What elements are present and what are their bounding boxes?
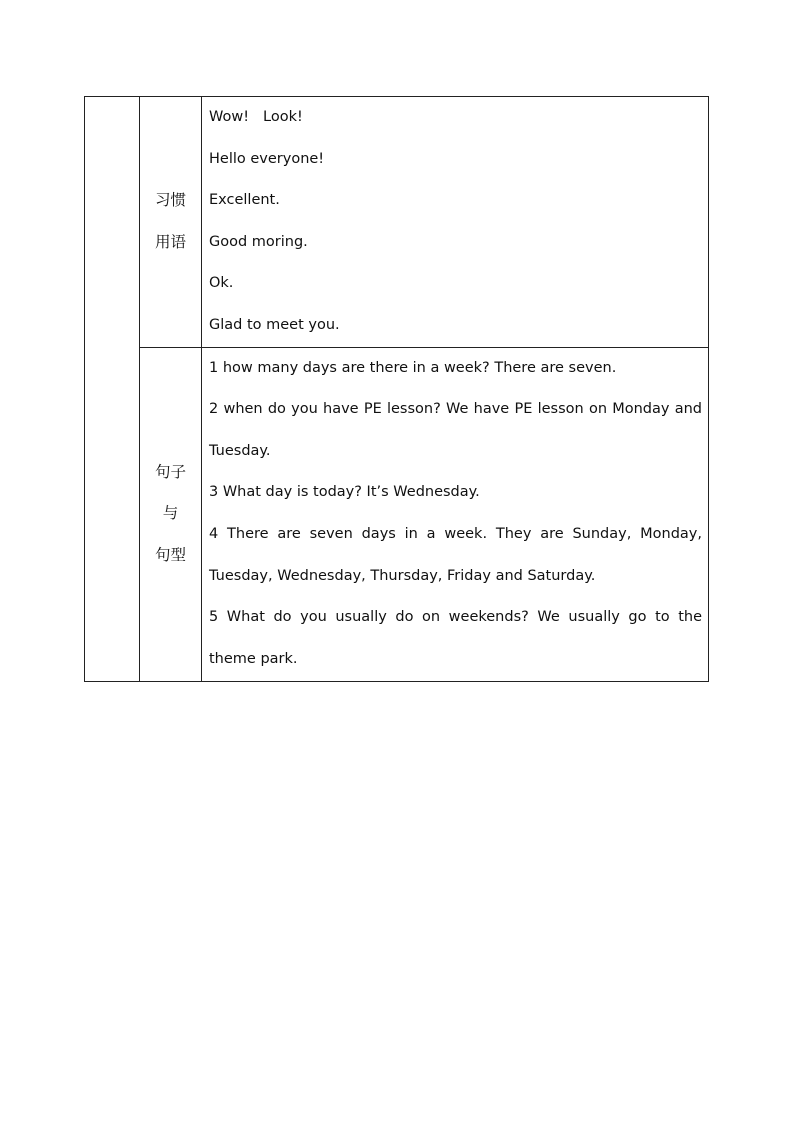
expression-line: Ok. (209, 275, 234, 292)
table-row-habitual (85, 97, 709, 348)
expression-line: Hello everyone! (209, 150, 325, 167)
lesson-table (84, 96, 709, 682)
sentence-item: 2 when do you have PE lesson? We have PE lesson on Monday and Tuesday. (209, 401, 702, 459)
empty-left-cell (85, 97, 140, 682)
expression-text: Wow! (209, 109, 250, 125)
label-line: 用语 (154, 232, 186, 251)
expression-line (209, 97, 702, 139)
sentence-item: 4 There are seven days in a week. They are Sunday, Monday, Tuesday, Wednesday, Thursday, Friday and Saturday. (209, 526, 702, 584)
sentences-content (202, 347, 709, 681)
expression-line: Good moring. (209, 233, 308, 250)
sentence-item: 5 What do you usually do on weekends? We usually go to the theme park. (209, 609, 702, 667)
label-line: 习惯 (154, 191, 186, 210)
sentence-item: 1 how many days are there in a week? There are seven. (209, 359, 617, 376)
label-line: 与 (162, 504, 179, 523)
table-row-sentences (85, 347, 709, 681)
sentence-item: 3 What day is today? It’s Wednesday. (209, 484, 480, 501)
label-line: 句子 (154, 462, 186, 481)
expression-text: Look! (263, 109, 303, 125)
habitual-expressions-label (140, 97, 202, 348)
habitual-expressions-content (202, 97, 709, 348)
sentences-label (140, 347, 202, 681)
label-line: 句型 (154, 545, 186, 564)
expression-line: Excellent. (209, 192, 280, 209)
expression-line: Glad to meet you. (209, 316, 340, 333)
